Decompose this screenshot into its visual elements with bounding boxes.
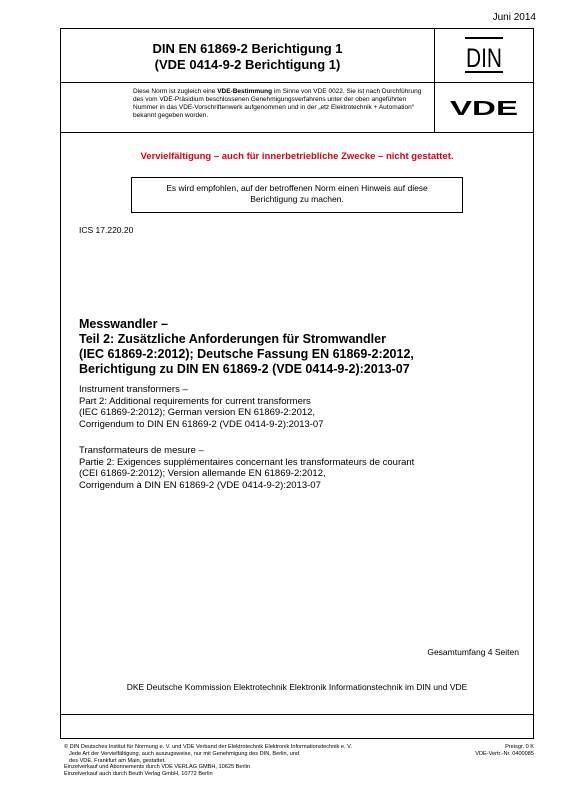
din-logo-text: DIN (466, 43, 502, 73)
cover-frame (60, 28, 534, 739)
issue-date: Juni 2014 (492, 12, 536, 23)
document-title (61, 29, 435, 83)
vde-logo-text: VDE (450, 98, 518, 120)
header-row (61, 29, 533, 83)
hint-box: Es wird empfohlen, auf der betroffenen Norm einen Hinweis auf diese Berichtigung zu machen. (131, 177, 463, 213)
dke-line: DKE Deutsche Kommission Elektrotechnik Elektronik Informationstechnik im DIN und VDE (126, 682, 468, 692)
page-count: Gesamtumfang 4 Seiten (427, 647, 519, 657)
document-title-line-1: DIN EN 61869-2 Berichtigung 1 (152, 41, 343, 56)
divider (61, 714, 533, 715)
copy-warning: Vervielfältigung – auch für innerbetriebliche Zwecke – nicht gestattet. (140, 151, 454, 162)
price-group: Preisgr. 0 K (505, 744, 534, 750)
order-number: VDE-Vertr.-Nr. 0400085 (475, 750, 534, 757)
document-title-line-2: (VDE 0414-9-2 Berichtigung 1) (154, 57, 341, 72)
notice-row (61, 83, 533, 133)
title-german: Messwandler – Teil 2: Zusätzliche Anforderungen für Stromwandler (IEC 61869-2:2012); Deutsche Fassung EN 61869-2:2012, Berichtigung zu DIN EN 61869-2 (VDE 0414-9-2):2013-07 (79, 317, 414, 376)
vde-notice: Diese Norm ist zugleich eine VDE-Bestimmung im Sinne von VDE 0022. Sie ist nach Durchführung des vom VDE-Präsidium beschlossenen Genehmigungsverfahrens unter der oben angeführten Nummer in das VDE-Vorschriftenwerk aufgenommen und in der „etz Elektrotechnik + Automation“ bekannt gegeben worden. (61, 83, 435, 133)
footer-copyright: © DIN Deutsches Institut für Normung e. V. und VDE Verband der Elektrotechnik Elektronik Informationstechnik e. V. Jede Art der Vervielfältigung, auch auszugsweise, nur mit Genehmigung des DIN, Berlin, und des VDE, Frankfurt am Main, gestattet. Einzelverkauf und Abonnements durch VDE VERLAG GMBH, 10625 Berlin Einzelverkauf auch durch Beuth Verlag GmbH, 10772 Berlin (64, 744, 352, 778)
ics-code: ICS 17.220.20 (79, 225, 134, 235)
title-english: Instrument transformers – Part 2: Additional requirements for current transformers (IEC 61869-2:2012); German version EN 61869-2:2012, Corrigendum to DIN EN 61869-2 (VDE 0414-9-2):2013-07 (79, 384, 324, 430)
din-logo (435, 29, 533, 83)
footer-price (444, 744, 534, 758)
vde-logo (435, 83, 533, 133)
title-french: Transformateurs de mesure – Partie 2: Exigences supplémentaires concernant les transformateurs de courant (CEI 61869-2:2012); Version allemande EN 61869-2:2012, Corrigendum à DIN EN 61869-2 (VDE 0414-9-2):2013-07 (79, 445, 415, 491)
